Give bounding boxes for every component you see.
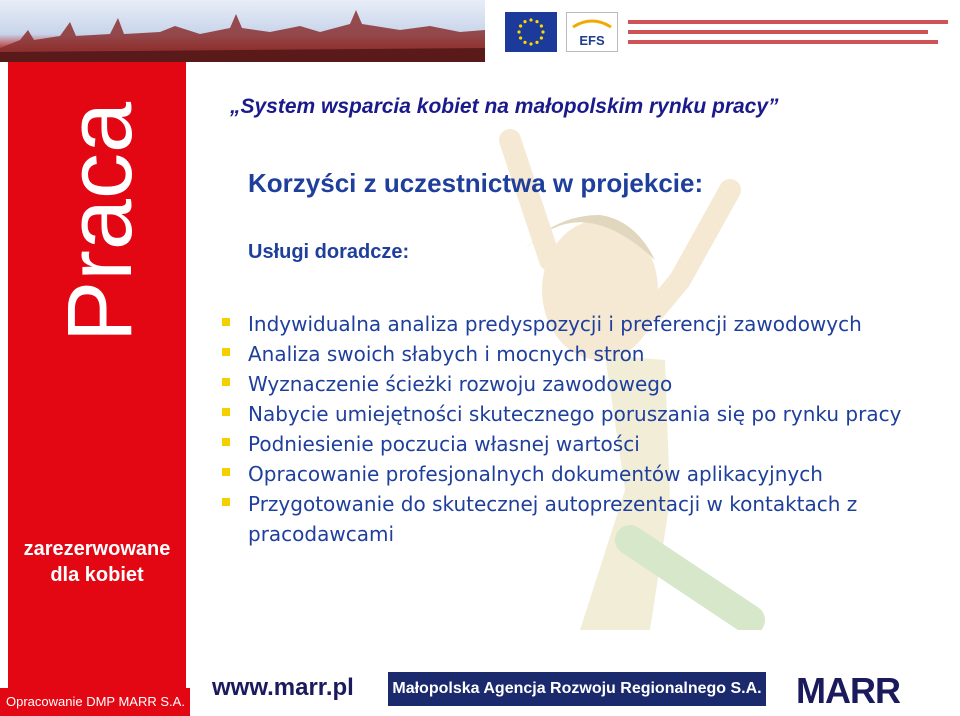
side-panel-subtitle-line2: dla kobiet bbox=[50, 564, 144, 586]
bullet-icon bbox=[222, 498, 230, 506]
list-item-text: Analiza swoich słabych i mocnych stron bbox=[248, 342, 645, 366]
list-item-text: Nabycie umiejętności skutecznego poruszania się po rynku pracy bbox=[248, 402, 902, 426]
efs-logo bbox=[566, 12, 618, 52]
list-item bbox=[220, 309, 920, 339]
marr-logo: MARR bbox=[796, 670, 900, 711]
slide-title: Korzyści z uczestnictwa w projekcie: bbox=[248, 168, 704, 198]
krakow-panorama-image bbox=[0, 0, 485, 62]
list-item-text: Wyznaczenie ścieżki rozwoju zawodowego bbox=[248, 372, 673, 396]
list-item bbox=[220, 399, 920, 429]
tagline-close-quote: ” bbox=[768, 95, 779, 118]
section-subtitle: Usługi doradcze: bbox=[248, 241, 410, 263]
efs-logo-text: EFS bbox=[579, 33, 605, 48]
side-panel-subtitle bbox=[8, 536, 186, 588]
list-item bbox=[220, 339, 920, 369]
side-panel-subtitle-line1: zarezerwowane bbox=[23, 538, 171, 560]
project-cofinancing-note-image bbox=[628, 14, 953, 54]
list-item bbox=[220, 429, 920, 459]
eu-flag-icon bbox=[505, 12, 557, 52]
list-item-text: Przygotowanie do skutecznej autoprezentacji w kontaktach z pracodawcami bbox=[248, 492, 858, 546]
list-item bbox=[220, 369, 920, 399]
bullet-icon bbox=[222, 408, 230, 416]
top-banner bbox=[0, 0, 960, 62]
project-tagline bbox=[230, 95, 779, 119]
bullet-icon bbox=[222, 318, 230, 326]
bullet-icon bbox=[222, 378, 230, 386]
bullet-icon bbox=[222, 438, 230, 446]
list-item bbox=[220, 489, 920, 549]
footer-credit: Opracowanie DMP MARR S.A. bbox=[0, 688, 190, 716]
list-item-text: Indywidualna analiza predyspozycji i preferencji zawodowych bbox=[248, 312, 862, 336]
bullet-icon bbox=[222, 468, 230, 476]
list-item-text: Opracowanie profesjonalnych dokumentów aplikacyjnych bbox=[248, 462, 823, 486]
list-item bbox=[220, 459, 920, 489]
tagline-text: System wsparcia kobiet na małopolskim rynku pracy bbox=[240, 95, 769, 118]
tagline-open-quote: „ bbox=[230, 95, 241, 118]
bullet-icon bbox=[222, 348, 230, 356]
benefits-list bbox=[220, 309, 920, 549]
footer-red-block bbox=[8, 632, 186, 688]
agency-name-banner: Małopolska Agencja Rozwoju Regionalnego S.A. bbox=[388, 672, 766, 706]
marr-website-link[interactable]: www.marr.pl bbox=[212, 674, 354, 701]
side-panel-title: Praca bbox=[49, 101, 151, 343]
footer bbox=[0, 632, 960, 716]
side-panel bbox=[8, 62, 186, 632]
list-item-text: Podniesienie poczucia własnej wartości bbox=[248, 432, 640, 456]
